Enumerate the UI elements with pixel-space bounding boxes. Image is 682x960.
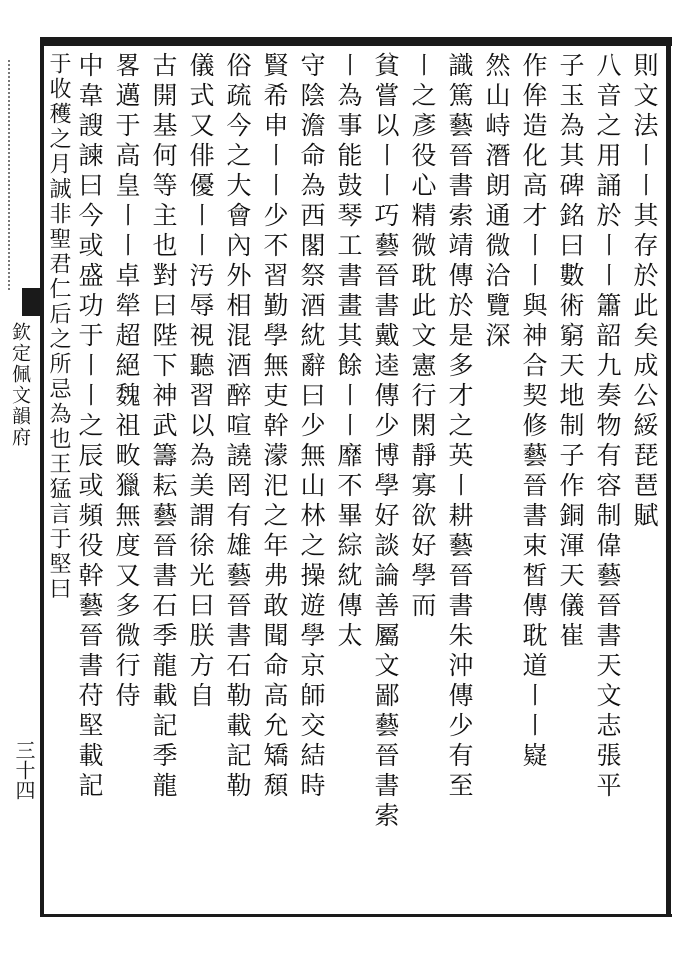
text-column-13: 儀式又俳優〡〡汚辱視聽習以為美謂徐光曰朕方自 — [186, 52, 215, 712]
page-frame-right — [666, 37, 671, 917]
text-column-9: 〡為事能鼓琴工書畫其餘〡〡靡不畢綜紞傳太 — [334, 52, 363, 652]
text-column-15: 畧邁于高皇〡〡卓犖超絕魏祖畋獵無度又多微行侍 — [112, 52, 141, 712]
text-column-16: 中韋謏諫曰今或盛功于〡〡之辰或頻役幹藝晉書苻堅載記 — [75, 52, 104, 802]
page-number: 三十四 — [12, 740, 36, 800]
text-column-17: 于收穫之月誠非聖君仁后之所忌為也王猛言于堅曰 — [46, 52, 71, 602]
text-column-3: 子玉為其碑銘曰數術窮天地制子作銅渾天儀崔 — [556, 52, 585, 652]
text-column-10: 守陰澹命為西閣祭酒紞辭曰少無山林之操遊學京師交結時 — [297, 52, 326, 802]
edge-title: 欽定佩文韻府 — [9, 322, 31, 448]
page-frame-bottom — [40, 914, 672, 917]
text-column-7: 〡之彥役心精微耽此文憲行閑靜寡欲好學而 — [408, 52, 437, 622]
text-column-2: 八音之用誦於〡〡簫韶九奏物有容制偉藝晉書天文志張平 — [593, 52, 622, 802]
text-column-4: 作侔造化高才〡〡與神合契修藝晉書束皙傳耽道〡〡嶷 — [519, 52, 548, 772]
fish-tail-mark — [22, 288, 40, 316]
text-column-5: 然山峙潛朗通微洽覽深 — [482, 52, 511, 352]
page-frame-top — [40, 37, 672, 46]
text-column-12: 俗疏今之大會內外相混酒醉喧譊罔有雄藝晉書石勒載記勒 — [223, 52, 252, 802]
text-column-6: 識篤藝晉書索靖傳於是多才之英〡耕藝晉書朱沖傳少有至 — [445, 52, 474, 802]
margin-border-mark — [8, 60, 40, 290]
text-column-11: 賢希申〡〡少不習勤學無吏幹濛汜之年弗敢聞命高允矯頹 — [260, 52, 289, 802]
text-column-1: 則文法〡〡其存於此矣成公綏琵琶賦 — [630, 52, 659, 532]
text-column-8: 貧嘗以〡〡巧藝晉書戴逵傳少博學好談論善屬文鄙藝晉書索 — [371, 52, 400, 832]
text-column-14: 古開基何等主也對曰陛下神武籌耘藝晉書石季龍載記季龍 — [149, 52, 178, 802]
